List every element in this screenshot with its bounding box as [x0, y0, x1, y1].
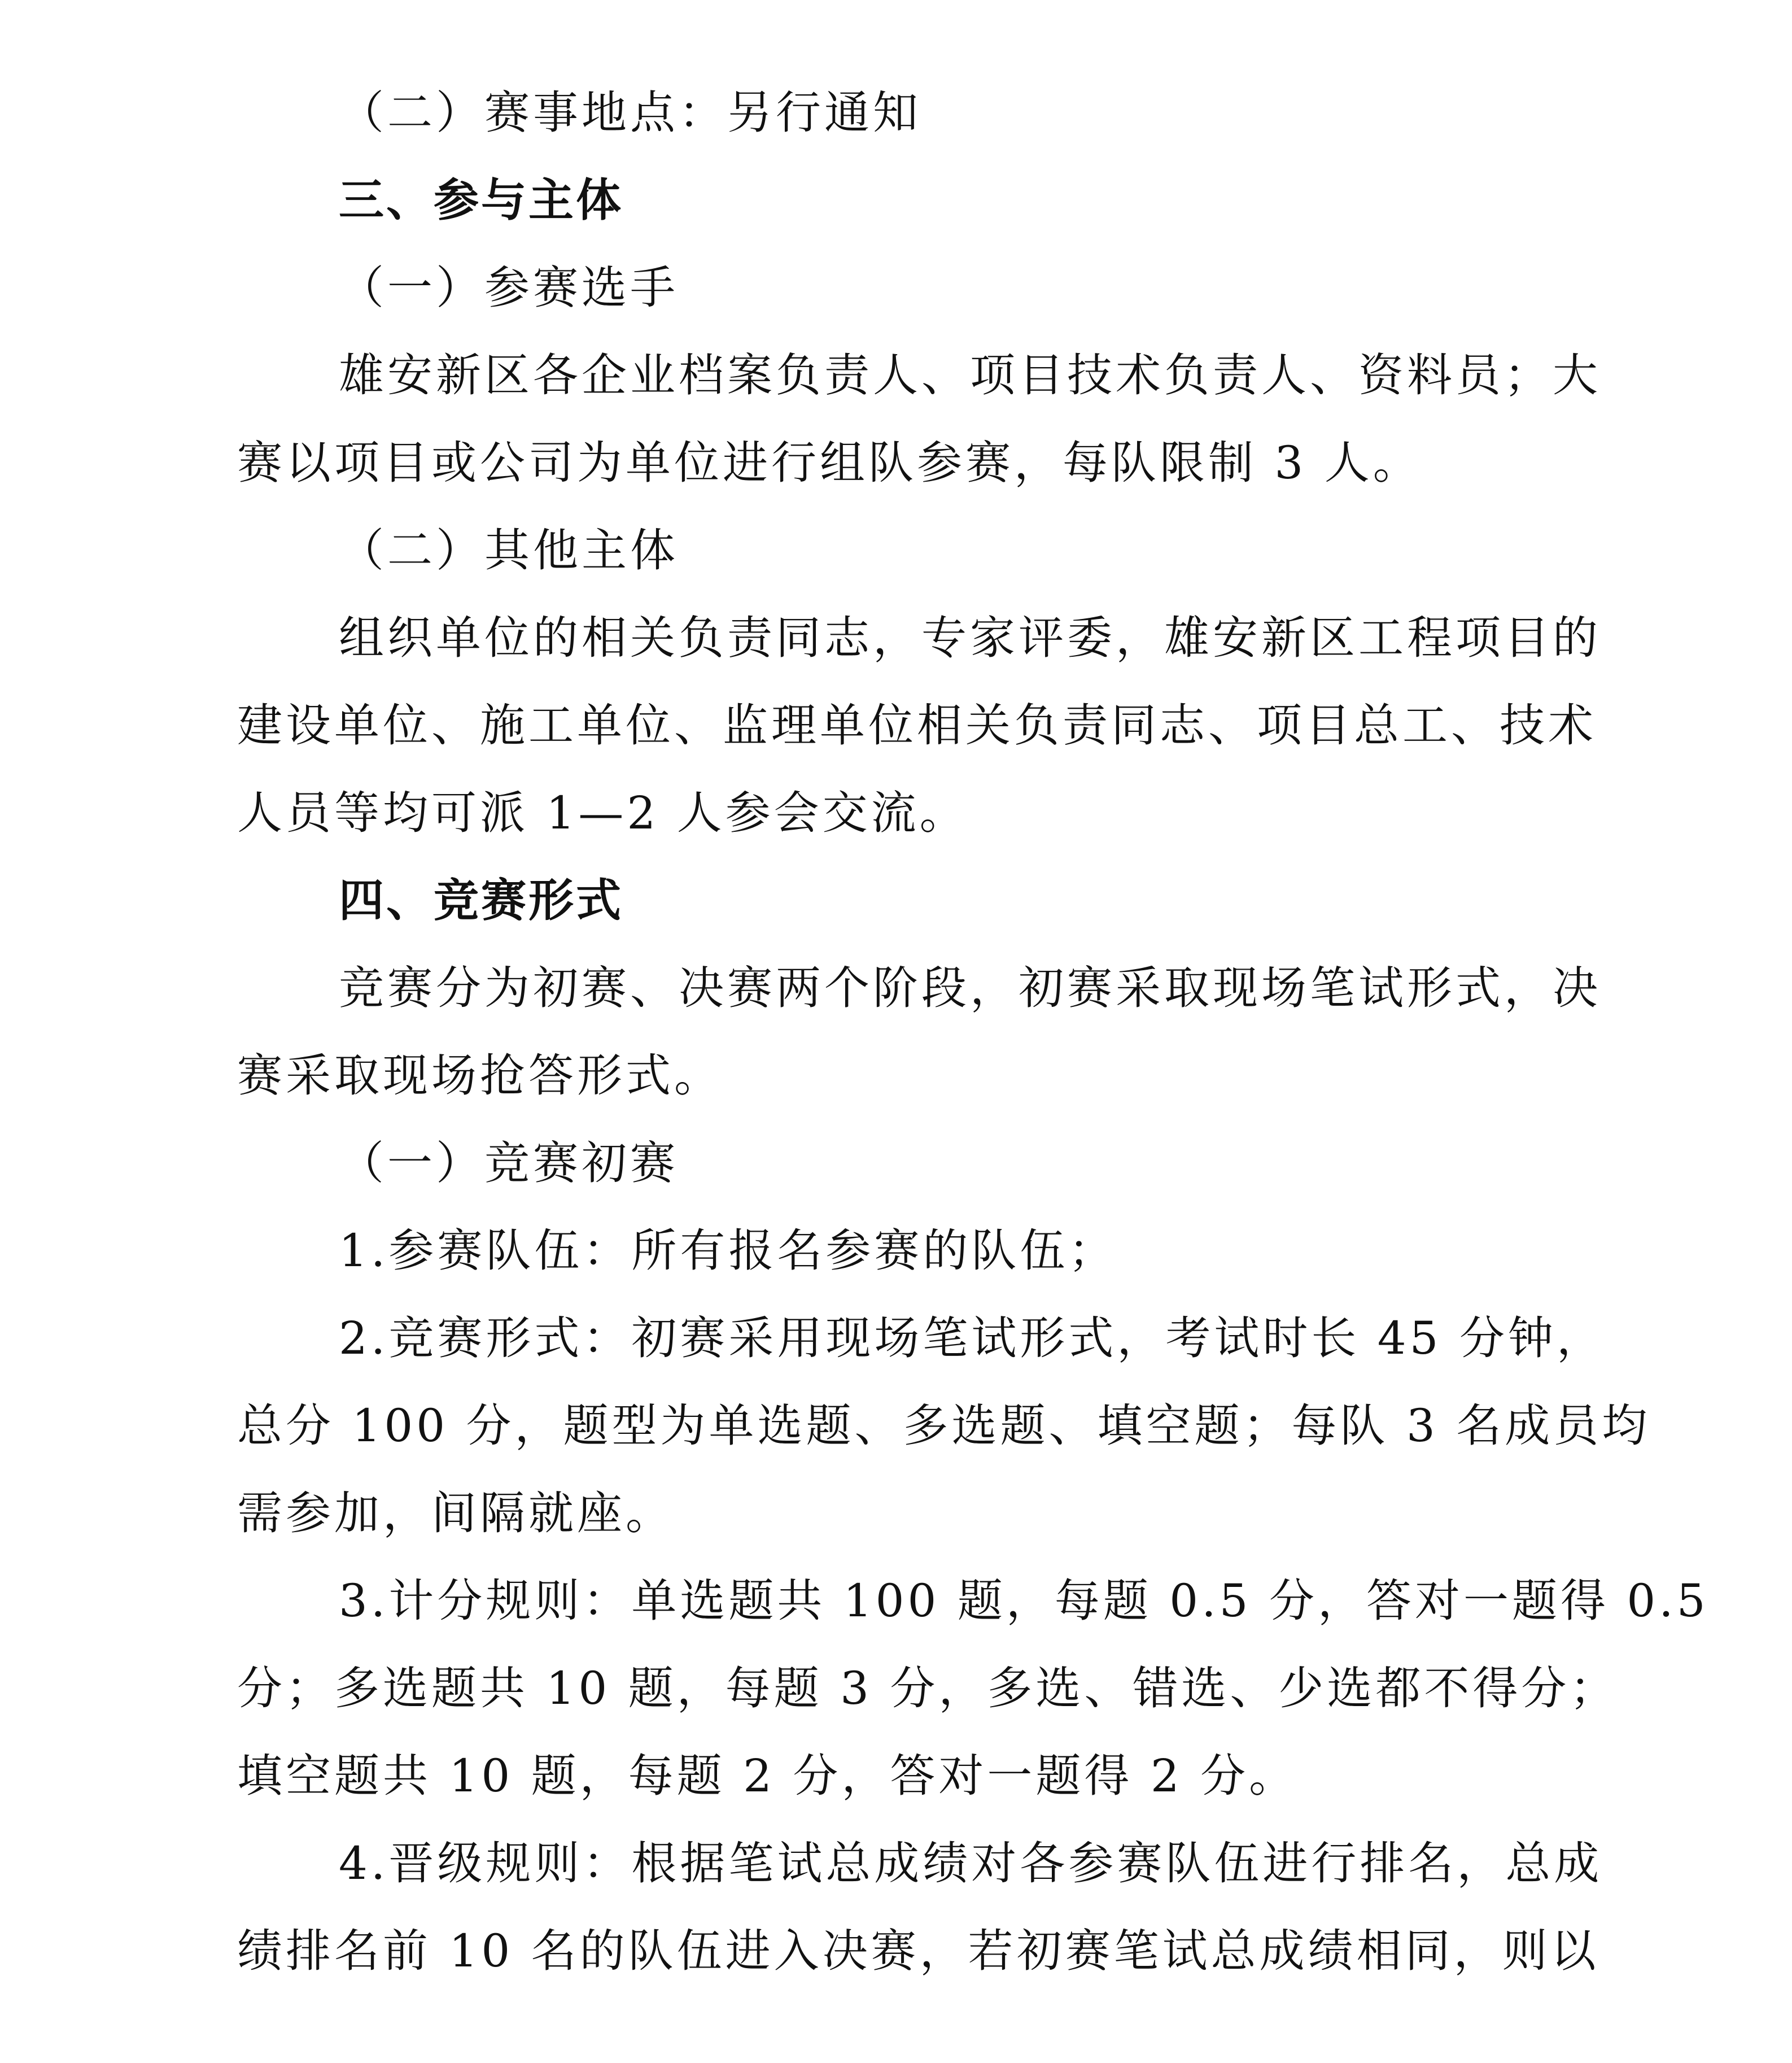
- heading-competition-format: 四、竞赛形式: [339, 874, 623, 927]
- subheading-other-participants: （二）其他主体: [339, 524, 679, 577]
- paragraph-line: 人员等均可派 1—2 人参会交流。: [237, 787, 968, 839]
- paragraph-line: 竞赛分为初赛、决赛两个阶段，初赛采取现场笔试形式，决: [339, 962, 1601, 1014]
- paragraph-line: 分；多选题共 10 题，每题 3 分，多选、错选、少选都不得分；: [237, 1662, 1619, 1715]
- paragraph-line: 绩排名前 10 名的队伍进入决赛，若初赛笔试总成绩相同，则以: [237, 1925, 1599, 1977]
- paragraph-line: 组织单位的相关负责同志，专家评委，雄安新区工程项目的: [339, 612, 1601, 664]
- paragraph-line: 1.参赛队伍：所有报名参赛的队伍；: [339, 1224, 1117, 1277]
- paragraph-line: 赛采取现场抢答形式。: [237, 1049, 723, 1102]
- paragraph-line: 总分 100 分，题型为单选题、多选题、填空题；每队 3 名成员均: [237, 1399, 1651, 1452]
- subheading-contestants: （一）参赛选手: [339, 261, 679, 314]
- paragraph-line: 需参加，间隔就座。: [237, 1487, 674, 1539]
- subheading-preliminary-round: （一）竞赛初赛: [339, 1137, 679, 1189]
- paragraph-line: 3.计分规则：单选题共 100 题，每题 0.5 分，答对一题得 0.5: [339, 1574, 1709, 1627]
- paragraph-line: 建设单位、施工单位、监理单位相关负责同志、项目总工、技术: [237, 699, 1597, 752]
- paragraph-line: 4.晋级规则：根据笔试总成绩对各参赛队伍进行排名，总成: [339, 1837, 1603, 1890]
- paragraph-line: 填空题共 10 题，每题 2 分，答对一题得 2 分。: [237, 1750, 1298, 1802]
- section-2-2-venue: （二）赛事地点：另行通知: [339, 86, 921, 139]
- heading-participants: 三、参与主体: [339, 174, 623, 226]
- paragraph-line: 2.竞赛形式：初赛采用现场笔试形式，考试时长 45 分钟，: [339, 1312, 1605, 1364]
- paragraph-line: 赛以项目或公司为单位进行组队参赛，每队限制 3 人。: [237, 437, 1422, 489]
- paragraph-line: 雄安新区各企业档案负责人、项目技术负责人、资料员；大: [339, 349, 1601, 402]
